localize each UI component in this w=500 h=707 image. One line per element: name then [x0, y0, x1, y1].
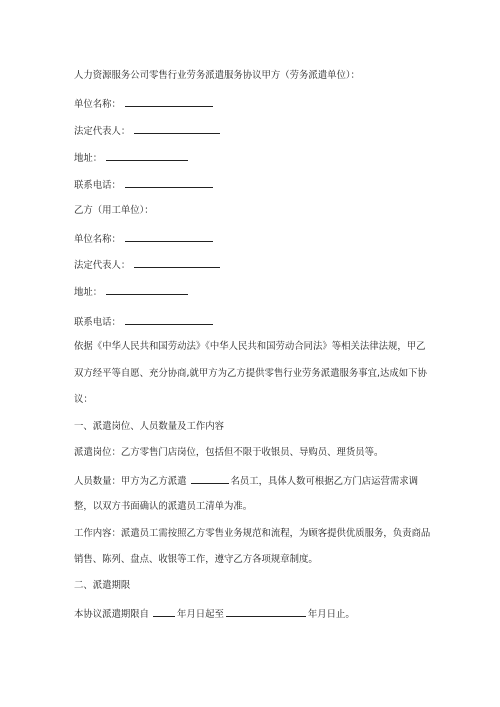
section-1-heading: 一、派遣岗位、人员数量及工作内容: [74, 421, 225, 432]
party-b-unit-name-blank: [125, 232, 213, 242]
party-b-address: 地址：: [74, 285, 434, 299]
term-start-blank: [153, 607, 175, 617]
section-1-positions: 派遣岗位：乙方零售门店岗位，包括但不限于收银员、导购员、理货员等。: [74, 447, 384, 458]
section-1-headcount-line-2: 整，以双方书面确认的派遣员工清单为准。: [74, 501, 253, 512]
party-a-address-blank: [106, 151, 188, 161]
party-b-address-blank: [106, 285, 188, 295]
section-2-heading: 二、派遣期限: [74, 580, 131, 591]
party-b-phone: 联系电话：: [74, 315, 434, 329]
party-a-heading: 人力资源服务公司零售行业劳务派遣服务协议甲方（劳务派遣单位）：: [74, 70, 360, 81]
party-a-phone-blank: [125, 178, 213, 188]
party-a-legal-rep: 法定代表人：: [74, 124, 434, 138]
party-b-heading: 乙方（用工单位）：: [74, 205, 154, 216]
party-a-legal-rep-blank: [134, 124, 220, 134]
intro-line-2: 双方经平等自愿、充分协商,就甲方为乙方提供零售行业劳务派遣服务事宜,达成如下协: [74, 368, 427, 379]
section-1-work-line-1: 工作内容：派遣员工需按照乙方零售业务规范和流程，为顾客提供优质服务，负责商品: [74, 528, 431, 539]
section-1-work-line-2: 销售、陈列、盘点、收银等工作，遵守乙方各项规章制度。: [74, 554, 318, 565]
intro-line-1: 依据《中华人民共和国劳动法》《中华人民共和国劳动合同法》等相关法律法规，甲乙: [74, 341, 426, 352]
section-2-term: 本协议派遣期限自 年月日起至 年月日止。: [74, 609, 355, 620]
term-end-blank: [226, 607, 306, 617]
intro-line-3: 议：: [74, 394, 93, 405]
party-b-unit-name: 单位名称：: [74, 232, 434, 246]
party-b-legal-rep-blank: [134, 258, 220, 268]
party-a-unit-name: 单位名称：: [74, 97, 434, 111]
party-a-phone: 联系电话：: [74, 178, 434, 192]
party-b-phone-blank: [125, 315, 213, 325]
section-1-headcount: 人员数量：甲方为乙方派遣 名员工，具体人数可根据乙方门店运营需求调: [74, 476, 419, 487]
party-a-address: 地址：: [74, 151, 434, 165]
party-a-unit-name-blank: [125, 97, 213, 107]
party-b-legal-rep: 法定代表人：: [74, 258, 434, 272]
headcount-blank: [191, 474, 229, 484]
